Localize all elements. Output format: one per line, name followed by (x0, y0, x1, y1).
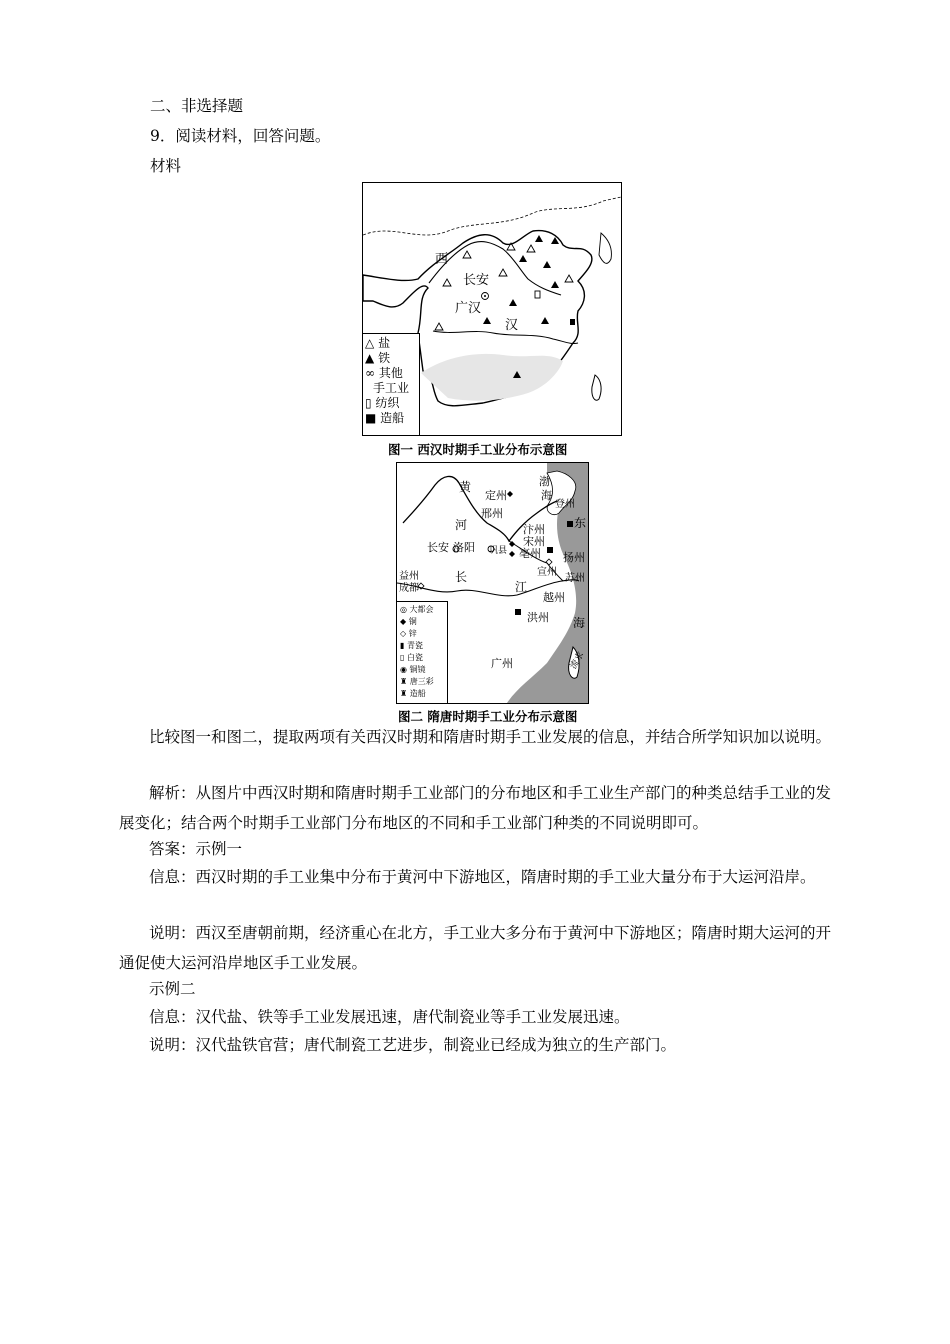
map1-label-guanghan: 广汉 (455, 301, 482, 316)
ship-legend-icon: ■ (365, 411, 377, 425)
map2-label-xuanzhou: 宣州 (537, 567, 557, 578)
map1-label-han: 汉 (505, 318, 519, 333)
question-title: 9．阅读材料，回答问题。 (150, 127, 331, 145)
map2-label-liuqiu: 流求 (568, 650, 587, 671)
explain-1: 说明：西汉至唐朝前期，经济重心在北方，手工业大多分布于黄河中下游地区；隋唐时期大运河的开通促使大运河沿岸地区手工业发展。 (119, 924, 832, 972)
section-heading: 二、非选择题 (150, 97, 244, 115)
figure1-legend (363, 333, 420, 435)
shipbuilding-icon (567, 521, 573, 527)
legend2-row: ◆ 铜 (400, 617, 417, 626)
metropolis-legend-icon: ◎ (400, 605, 407, 614)
copper-legend-icon: ◆ (400, 617, 407, 626)
map2-label-yizhou: 益州 (399, 571, 419, 582)
figure2-legend (397, 601, 448, 703)
map2-label-jiang: 江 (515, 580, 528, 594)
copper-icon (507, 491, 513, 497)
map2-label-bianzhou: 汴州 (523, 523, 545, 536)
copper-icon (509, 551, 515, 557)
tricolor-legend-icon: ♜ (400, 677, 408, 686)
map2-label-chang: 长 (455, 570, 468, 584)
zinc-icon (546, 559, 552, 565)
map2-label-changan: 长安 (427, 541, 449, 554)
info-1: 信息：西汉时期的手工业集中分布于黄河中下游地区，隋唐时期的手工业大量分布于大运河沿岸。 (149, 868, 816, 886)
map2-label-he: 河 (455, 518, 468, 532)
legend1-row: ∞ 其他 (365, 366, 403, 380)
map2-label-dengzhou: 登州 (555, 499, 575, 510)
salt-legend-icon: △ (365, 336, 375, 350)
map2-label-songzhou: 宋州 (523, 535, 545, 548)
map2-label-suzhou: 苏州 (565, 573, 585, 584)
map2-label-xingzhou: 邢州 (481, 507, 503, 520)
legend2-row: ◉ 铜镜 (400, 665, 426, 674)
map2-label-huang: 黄 (459, 480, 472, 494)
zinc-legend-icon: ◇ (400, 629, 407, 638)
legend1-row: ▯ 纺织 (365, 396, 400, 410)
material-label: 材料 (150, 157, 182, 175)
celadon-legend-icon: ▮ (400, 641, 405, 650)
map2-label-yangzhou: 扬州 (563, 551, 585, 564)
map1-label-changan: 长安 (463, 273, 490, 288)
shipbuilding-icon (515, 609, 521, 615)
legend2-row: ▮ 青瓷 (400, 641, 423, 650)
figure1-caption: 图一 西汉时期手工业分布示意图 (388, 442, 568, 457)
map2-label-yuezhou: 越州 (543, 591, 565, 604)
legend1-row: ■ 造船 (365, 411, 405, 425)
bronze-mirror-legend-icon: ◉ (400, 665, 407, 674)
answer-label: 答案：示例一 (149, 840, 243, 858)
map2-label-bohai1: 渤 (539, 475, 550, 488)
map2-label-bozhou: 亳州 (519, 547, 541, 560)
legend1-row: ▲ 铁 (365, 351, 391, 365)
legend2-row: ♜ 造船 (400, 689, 426, 698)
map2-label-dong: 东 (574, 516, 587, 530)
map2-label-dingzhou: 定州 (485, 489, 507, 502)
other-legend-icon: ∞ (365, 366, 375, 380)
legend2-row: ◎ 大都会 (400, 605, 434, 614)
map2-label-gongxian: 巩县 (489, 546, 508, 556)
map2-label-chengdu: 成都 (399, 583, 419, 594)
figure1-map (362, 182, 622, 436)
figure2-caption: 图二 隋唐时期手工业分布示意图 (398, 709, 578, 724)
shipbuilding-icon (547, 547, 553, 553)
legend2-row: ▯ 白瓷 (400, 653, 423, 662)
iron-legend-icon: ▲ (365, 351, 375, 365)
ship-legend-icon: ♜ (400, 689, 408, 698)
shipbuilding-icon (570, 319, 575, 325)
explain-2: 说明：汉代盐铁官营；唐代制瓷工艺进步，制瓷业已经成为独立的生产部门。 (149, 1036, 677, 1054)
map2-label-guangzhou: 广州 (491, 657, 513, 670)
textile-legend-icon: ▯ (365, 396, 372, 410)
map2-label-bohai2: 海 (541, 489, 552, 502)
info-2: 信息：汉代盐、铁等手工业发展迅速，唐代制瓷业等手工业发展迅速。 (149, 1008, 630, 1026)
map2-label-luoyang: 洛阳 (453, 541, 475, 554)
map2-label-hongzhou: 洪州 (527, 611, 549, 624)
analysis-text: 解析：从图片中西汉时期和隋唐时期手工业部门的分布地区和手工业生产部门的种类总结手工业的发展变化；结合两个时期手工业部门分布地区的不同和手工业部门种类的不同说明即可。 (119, 784, 832, 832)
legend1-row: △ 盐 (365, 336, 391, 350)
example2-label: 示例二 (149, 980, 196, 998)
map1-label-xi: 西 (435, 252, 449, 267)
white-porcelain-legend-icon: ▯ (400, 653, 405, 662)
legend1-row: 手工业 (373, 381, 410, 395)
map2-label-hai: 海 (573, 616, 586, 630)
legend2-row: ♜ 唐三彩 (400, 677, 434, 686)
figure2-map (396, 462, 589, 704)
question-prompt: 比较图一和图二，提取两项有关西汉时期和隋唐时期手工业发展的信息，并结合所学知识加以说明。 (149, 728, 832, 746)
legend2-row: ◇ 锌 (400, 629, 417, 638)
